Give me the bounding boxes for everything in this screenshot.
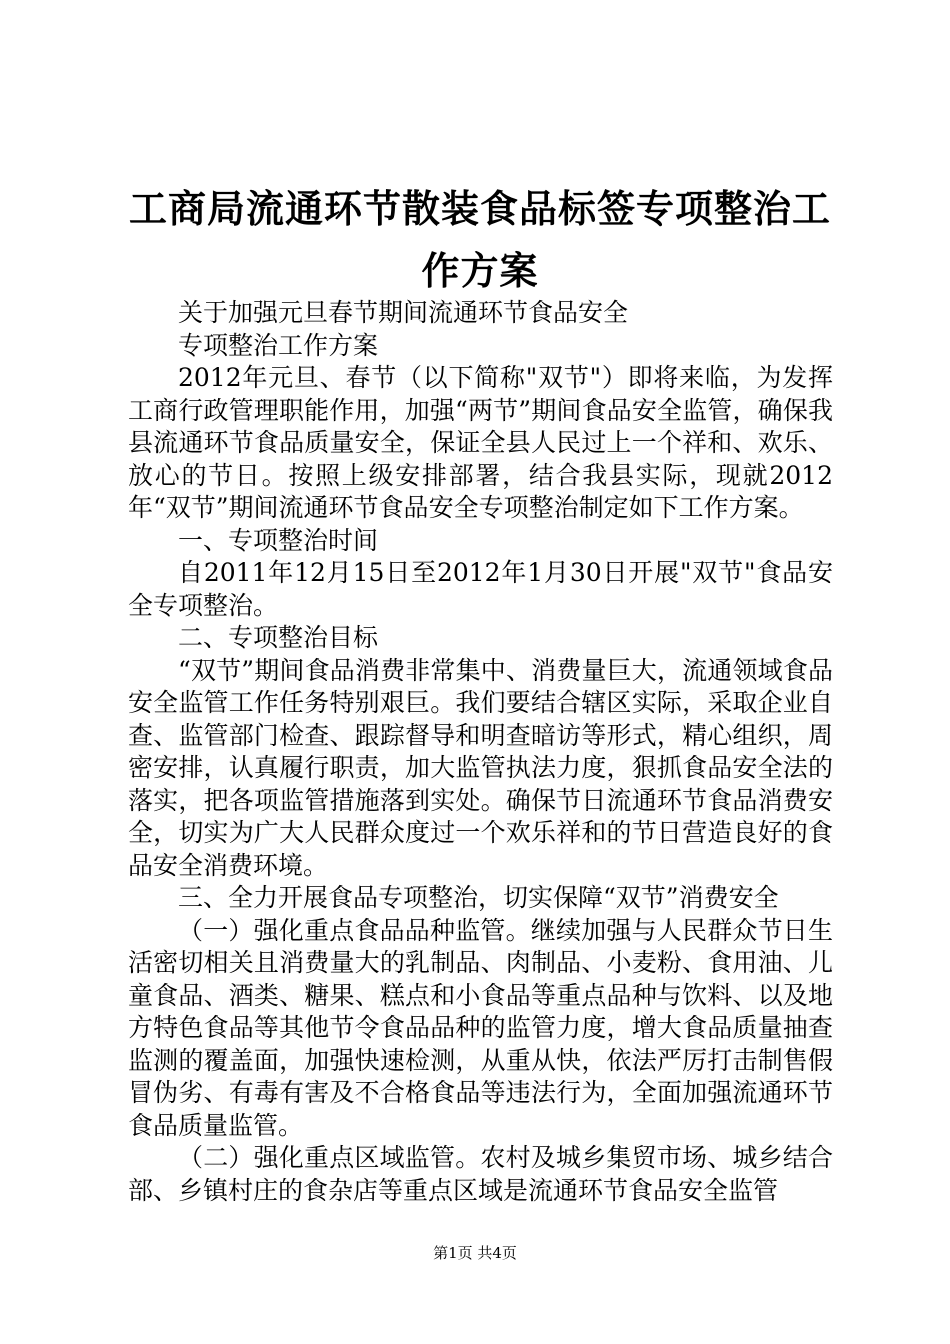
section-heading: 二、专项整治目标 <box>178 623 379 652</box>
paragraph: （一）强化重点食品品种监管。继续加强与人民群众节日生活密切相关且消费量大的乳制品、肉制品、小麦粉、食用油、儿童食品、酒类、糖果、糕点和小食品等重点品种与饮料、以及地方特色食品等其他节令食品品种的监管力度，增大食品质量抽查监测的覆盖面，加强快速检测，从重从快，依法严厉打击制售假冒伪劣、有毒有害及不合格食品等违法行为，全面加强流通环节食品质量监管。 <box>128 915 833 1140</box>
paragraph: “双节”期间食品消费非常集中、消费量巨大，流通领域食品安全监管工作任务特别艰巨。我们要结合辖区实际，采取企业自查、监管部门检查、跟踪督导和明查暗访等形式，精心组织，周密安排，认真履行职责，加大监管执法力度，狠抓食品安全法的落实，把各项监管措施落到实处。确保节日流通环节食品消费安全，切实为广大人民群众度过一个欢乐祥和的节日营造良好的食品安全消费环境。 <box>128 655 833 880</box>
paragraph: 专项整治工作方案 <box>178 330 379 360</box>
paragraph: 关于加强元旦春节期间流通环节食品安全 <box>178 298 629 327</box>
document-body <box>128 297 833 1207</box>
paragraph: 2012年元旦、春节（以下简称"双节"）即将来临，为发挥工商行政管理职能作用，加强“两节”期间食品安全监管，确保我县流通环节食品质量安全，保证全县人民过上一个祥和、欢乐、放心的节日。按照上级安排部署，结合我县实际，现就2012年“双节”期间流通环节食品安全专项整治制定如下工作方案。 <box>128 363 833 522</box>
page-number-footer: 第1页 共4页 <box>433 1244 517 1262</box>
section-heading: 三、全力开展食品专项整治，切实保障“双节”消费安全 <box>178 883 779 912</box>
section-heading: 一、专项整治时间 <box>178 525 379 555</box>
paragraph: （二）强化重点区域监管。农村及城乡集贸市场、城乡结合部、乡镇村庄的食杂店等重点区域是流通环节食品安全监管 <box>128 1143 833 1205</box>
paragraph: 自2011年12月15日至2012年1月30日开展"双节"食品安全专项整治。 <box>128 558 833 620</box>
document-title: 工商局流通环节散装食品标签专项整治工作方案 <box>128 186 831 293</box>
